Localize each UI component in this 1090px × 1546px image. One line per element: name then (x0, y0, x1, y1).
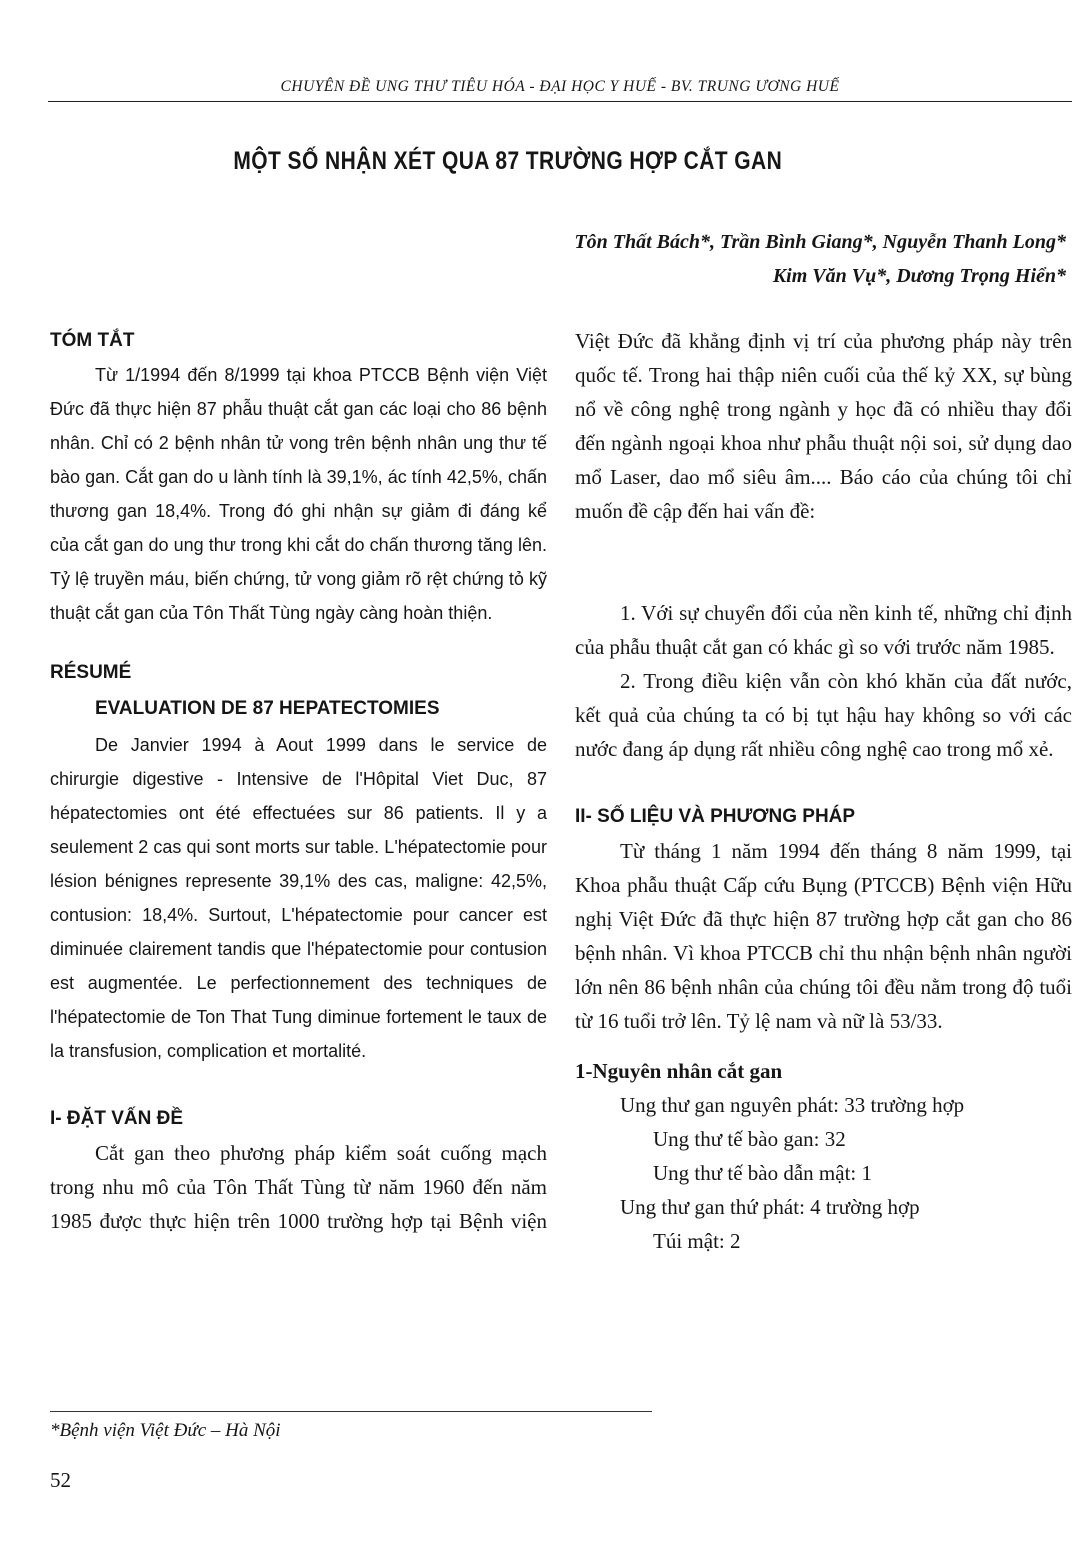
section-1-paragraph-continuation (575, 324, 1072, 596)
authors-line-1: Tôn Thất Bách*, Trần Bình Giang*, Nguyễn Thanh Long* (574, 231, 1066, 253)
cause-list-item: Ung thư tế bào gan: 32 (653, 1127, 846, 1151)
section-1-heading: I- ĐẶT VẤN ĐỀ (50, 1108, 183, 1129)
abstract-vi-heading: TÓM TẮT (50, 330, 135, 351)
cause-list-item: Túi mật: 2 (653, 1229, 741, 1253)
abstract-vi-text: Từ 1/1994 đến 8/1999 tại khoa PTCCB Bệnh viện Việt Đức đã thực hiện 87 phẫu thuật cắt gan các loại cho 86 bệnh nhân. Chỉ có 2 bệnh nhân tử vong trên bệnh nhân ung thư tế bào gan. Cắt gan do u lành tính là 39,1%, ác tính 42,5%, chấn thương gan 18,4%. Trong đó ghi nhận sự giảm đi đáng kể của cắt gan do ung thư trong khi cắt do chấn thương tăng lên. Tỷ lệ truyền máu, biến chứng, tử vong giảm rõ rệt chứng tỏ kỹ thuật cắt gan của Tôn Thất Tùng ngày càng hoàn thiện. (50, 365, 547, 623)
page-number: 52 (50, 1468, 71, 1492)
section-1-paragraph-start: Cắt gan theo phương pháp kiểm soát cuống mạch trong nhu mô của Tôn Thất Tùng từ năm 1960 đến năm 1985 được thực hiện trên 1000 trường hợp tại Bệnh viện (50, 1141, 547, 1233)
article-title: MỘT SỐ NHẬN XÉT QUA 87 TRƯỜNG HỢP CẮT GAN (233, 147, 783, 175)
header-rule (48, 101, 1072, 102)
abstract-fr-subheading: EVALUATION DE 87 HEPATECTOMIES (95, 698, 440, 719)
abstract-fr-heading: RÉSUMÉ (50, 662, 132, 683)
affiliation-footnote: *Bệnh viện Việt Đức – Hà Nội (50, 1420, 281, 1441)
cause-list-item: Ung thư gan thứ phát: 4 trường hợp (620, 1195, 920, 1219)
author-block (574, 225, 1066, 293)
section-1-item-2: 2. Trong điều kiện vẫn còn khó khăn của đất nước, kết quả của chúng ta có bị tụt hậu hay không so với các nước đang áp dụng rất nhiều công nghệ cao trong mổ xẻ. (575, 669, 1072, 761)
authors-line-2: Kim Văn Vụ*, Dương Trọng Hiển* (772, 265, 1066, 287)
section-1-item-1: 1. Với sự chuyển đổi của nền kinh tế, những chỉ định của phẫu thuật cắt gan có khác gì so với trước năm 1985. (575, 601, 1072, 659)
cause-list-item: Ung thư gan nguyên phát: 33 trường hợp (620, 1093, 965, 1117)
running-header: CHUYÊN ĐỀ UNG THƯ TIÊU HÓA - ĐẠI HỌC Y HUẾ - BV. TRUNG ƯƠNG HUẾ (280, 78, 840, 95)
left-column (50, 324, 547, 1238)
right-column (575, 324, 1072, 1258)
section-2-subheading: 1-Nguyên nhân cắt gan (575, 1059, 783, 1083)
section-2-heading: II- SỐ LIỆU VÀ PHƯƠNG PHÁP (575, 806, 856, 827)
footnote-rule (50, 1411, 652, 1412)
section-2-paragraph: Từ tháng 1 năm 1994 đến tháng 8 năm 1999, tại Khoa phẫu thuật Cấp cứu Bụng (PTCCB) Bệnh viện Hữu nghị Việt Đức đã thực hiện 87 trường hợp cắt gan cho 86 bệnh nhân. Vì khoa PTCCB chỉ thu nhận bệnh nhân người lớn nên 86 bệnh nhân của chúng tôi đều nằm trong độ tuổi từ 16 tuổi trở lên. Tỷ lệ nam và nữ là 53/33. (575, 839, 1072, 1033)
section-1-paragraph-flow: Việt Đức đã khẳng định vị trí của phương pháp này trên quốc tế. Trong hai thập niên cuối của thế kỷ XX, sự bùng nổ về công nghệ trong ngành y học đã có nhiều thay đổi đến ngành ngoại khoa như phẫu thuật nội soi, sử dụng dao mổ Laser, dao mổ siêu âm.... Báo cáo của chúng tôi chỉ muốn đề cập đến hai vấn đề: (575, 329, 1072, 523)
abstract-fr-text: De Janvier 1994 à Aout 1999 dans le service de chirurgie digestive - Intensive de l'Hôpital Viet Duc, 87 hépatectomies ont été effectuées sur 86 patients. Il y a seulement 2 cas qui sont morts sur table. L'hépatectomie pour lésion bénignes represente 39,1% des cas, maligne: 42,5%, contusion: 18,4%. Surtout, L'hépatectomie pour cancer est diminuée clairement tandis que l'hépatectomie pour contusion est augmentée. Le perfectionnement des techniques de l'hépatectomie de Ton That Tung diminue fortement le taux de la transfusion, complication et mortalité. (50, 735, 547, 1061)
cause-list-item: Ung thư tế bào dẫn mật: 1 (653, 1161, 873, 1185)
